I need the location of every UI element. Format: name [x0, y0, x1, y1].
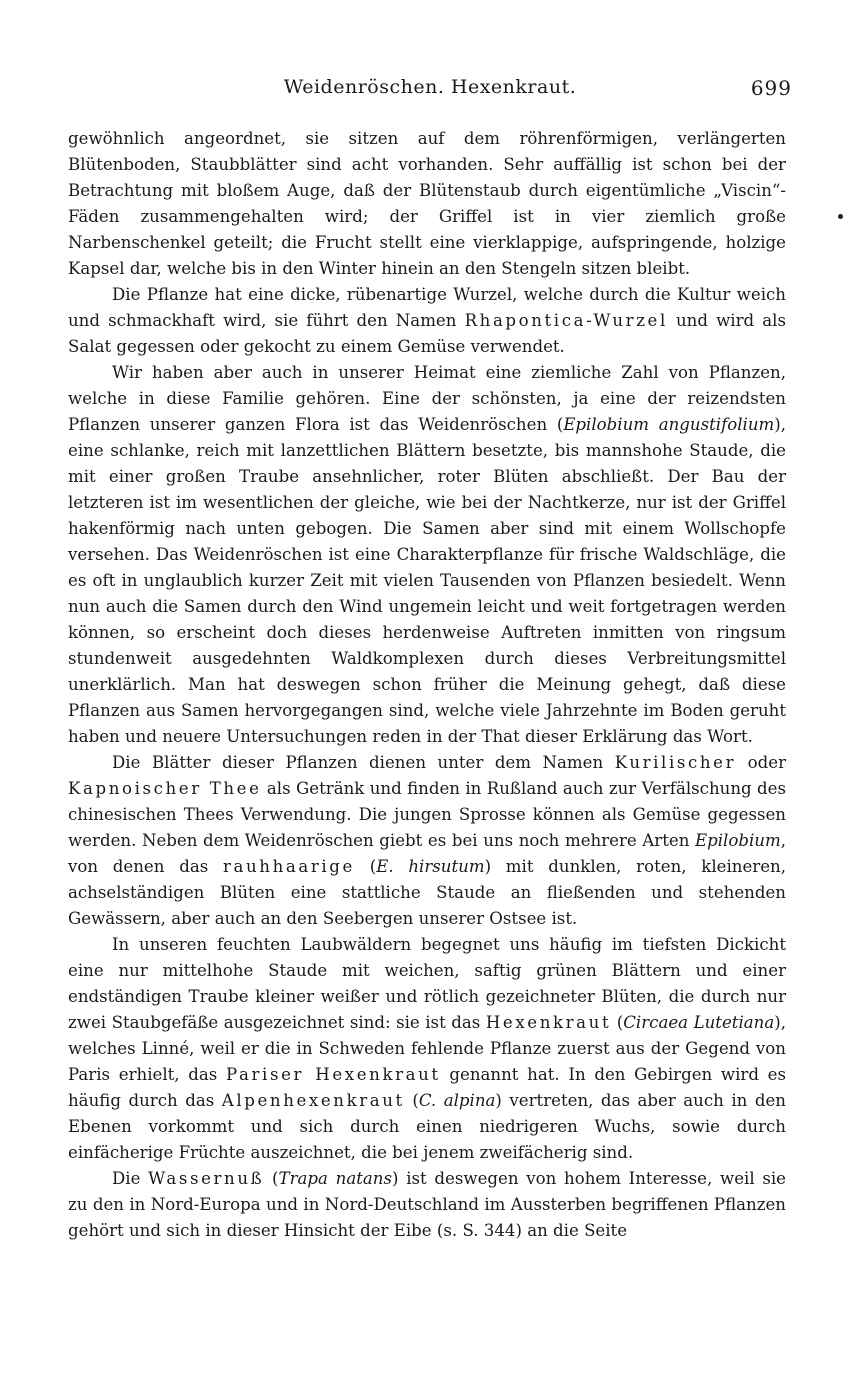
text-run: , von denen das [68, 831, 786, 876]
latin-name: C. alpina [418, 1091, 496, 1110]
text-run: ) ist deswegen von hohem Interesse, weil sie zu den in Nord-Europa und in Nord-Deutschland im Aussterben begriffenen Pflanzen gehört und sich in dieser Hinsicht der Eibe (s. S. 344) an die Seite [68, 1169, 786, 1240]
text-run: Die Blätter dieser Pflanzen dienen unter dem Namen [112, 753, 615, 772]
spaced-term: Hexenkraut [485, 1013, 612, 1032]
spaced-term: Rhapontica-Wurzel [464, 311, 668, 330]
text-run: Die Pflanze hat eine dicke, rübenartige Wurzel, welche durch die Kultur weich und schmackhaft wird, sie führt den Namen [68, 285, 786, 330]
text-run: und wird als Salat gegessen oder gekocht zu einem Gemüse verwendet. [68, 311, 786, 356]
spaced-term: rauhhaarige [223, 857, 355, 876]
text-run: gewöhnlich angeordnet, sie sitzen auf dem röhrenförmigen, verlängerten Blütenboden, Staubblätter sind acht vorhanden. Sehr auffällig ist schon bei der Betrachtung mit bloßem Auge, daß der Blütenstaub durch eigentümliche „Viscin“-Fäden zusammengehalten wird; der Griffel ist in vier ziemlich große Narbenschenkel geteilt; die Frucht stellt eine vierklappige, aufspringende, holzige Kapsel dar, welche bis in den Winter hinein an den Stengeln sitzen bleibt. [68, 129, 786, 278]
paragraph-3 [68, 360, 786, 750]
text-run: In unseren feuchten Laubwäldern begegnet uns häufig im tiefsten Dickicht eine nur mittelhohe Staude mit weichen, saftig grünen Blättern und einer endständigen Traube kleiner weißer und rötlich gezeichneter Blüten, die durch nur zwei Staubgefäße ausgezeichnet sind: sie ist das [68, 935, 786, 1032]
text-run: ( [611, 1013, 624, 1032]
text-run: ), eine schlanke, reich mit lanzettlichen Blättern besetzte, bis mannshohe Staude, die mit einer großen Traube ansehnlicher, roter Blüten abschließt. Der Bau der letzteren ist im wesentlichen der gleiche, wie bei der Nachtkerze, nur ist der Griffel hakenförmig nach unten gebogen. Die Samen aber sind mit einem Wollschopfe versehen. Das Weidenröschen ist eine Charakterpflanze für frische Waldschläge, die es oft in unglaublich kurzer Zeit mit vielen Tausenden von Pflanzen besiedelt. Wenn nun auch die Samen durch den Wind ungemein leicht und weit fortgetragen werden können, so erscheint doch dieses herdenweise Auftreten inmitten von ringsum stundenweit ausgedehnten Waldkomplexen durch dieses Verbreitungsmittel unerklärlich. Man hat deswegen schon früher die Meinung gehegt, daß diese Pflanzen aus Samen hervorgegangen sind, welche viele Jahrzehnte im Boden geruht haben und neuere Untersuchungen reden in der That dieser Erklärung das Wort. [68, 415, 786, 746]
spaced-term: Kapnoischer Thee [68, 779, 262, 798]
latin-name: Trapa natans [278, 1169, 392, 1188]
running-title: Weidenröschen. Hexenkraut. [283, 76, 577, 98]
margin-dot [838, 214, 843, 219]
paragraph-2 [68, 282, 786, 360]
text-run: ( [354, 857, 377, 876]
page-header [68, 76, 792, 104]
text-run: ( [264, 1169, 279, 1188]
text-run: als Getränk und finden in Rußland auch zur Verfälschung des chinesischen Thees Verwendung. Die jungen Sprosse können als Gemüse gegessen werden. Neben dem Weidenröschen giebt es bei uns noch mehrere Arten [68, 779, 786, 850]
paragraph-1 [68, 126, 786, 282]
latin-name: Circaea Lutetiana [623, 1013, 775, 1032]
text-run: ) vertreten, das aber auch in den Ebenen vorkommt und sich durch einen niedrigeren Wuchs, sowie durch einfächerige Früchte auszeichnet, die bei jenem zweifächerig sind. [68, 1091, 786, 1162]
text-run: genannt hat. In den Gebirgen wird es häufig durch das [68, 1065, 786, 1110]
spaced-term: Wassernuß [148, 1169, 265, 1188]
latin-name: Epilobium [695, 831, 781, 850]
spaced-term: Alpenhexenkraut [221, 1091, 405, 1110]
latin-name: E. hirsutum [376, 857, 485, 876]
paragraph-5 [68, 932, 786, 1166]
text-run: ) mit dunklen, roten, kleineren, achselständigen Blüten eine stattliche Staude an fließenden und stehenden Gewässern, aber auch an den Seebergen unserer Ostsee ist. [68, 857, 787, 928]
paragraph-6 [68, 1166, 786, 1244]
text-run: Die [112, 1169, 149, 1188]
text-run: Wir haben aber auch in unserer Heimat eine ziemliche Zahl von Pflanzen, welche in diese Familie gehören. Eine der schönsten, ja eine der reizendsten Pflanzen unserer ganzen Flora ist das Weidenröschen ( [68, 363, 786, 434]
page-number: 699 [750, 76, 792, 100]
text-run: oder [736, 753, 787, 772]
text-run: ), welches Linné, weil er die in Schweden fehlende Pflanze zuerst aus der Gegend von Paris erhielt, das [68, 1013, 786, 1084]
body-text [68, 126, 786, 1244]
latin-name: Epilobium angustifolium [563, 415, 775, 434]
paragraph-4 [68, 750, 786, 932]
spaced-term: Pariser Hexenkraut [226, 1065, 441, 1084]
text-run: ( [404, 1091, 419, 1110]
spaced-term: Kurilischer [614, 753, 737, 772]
